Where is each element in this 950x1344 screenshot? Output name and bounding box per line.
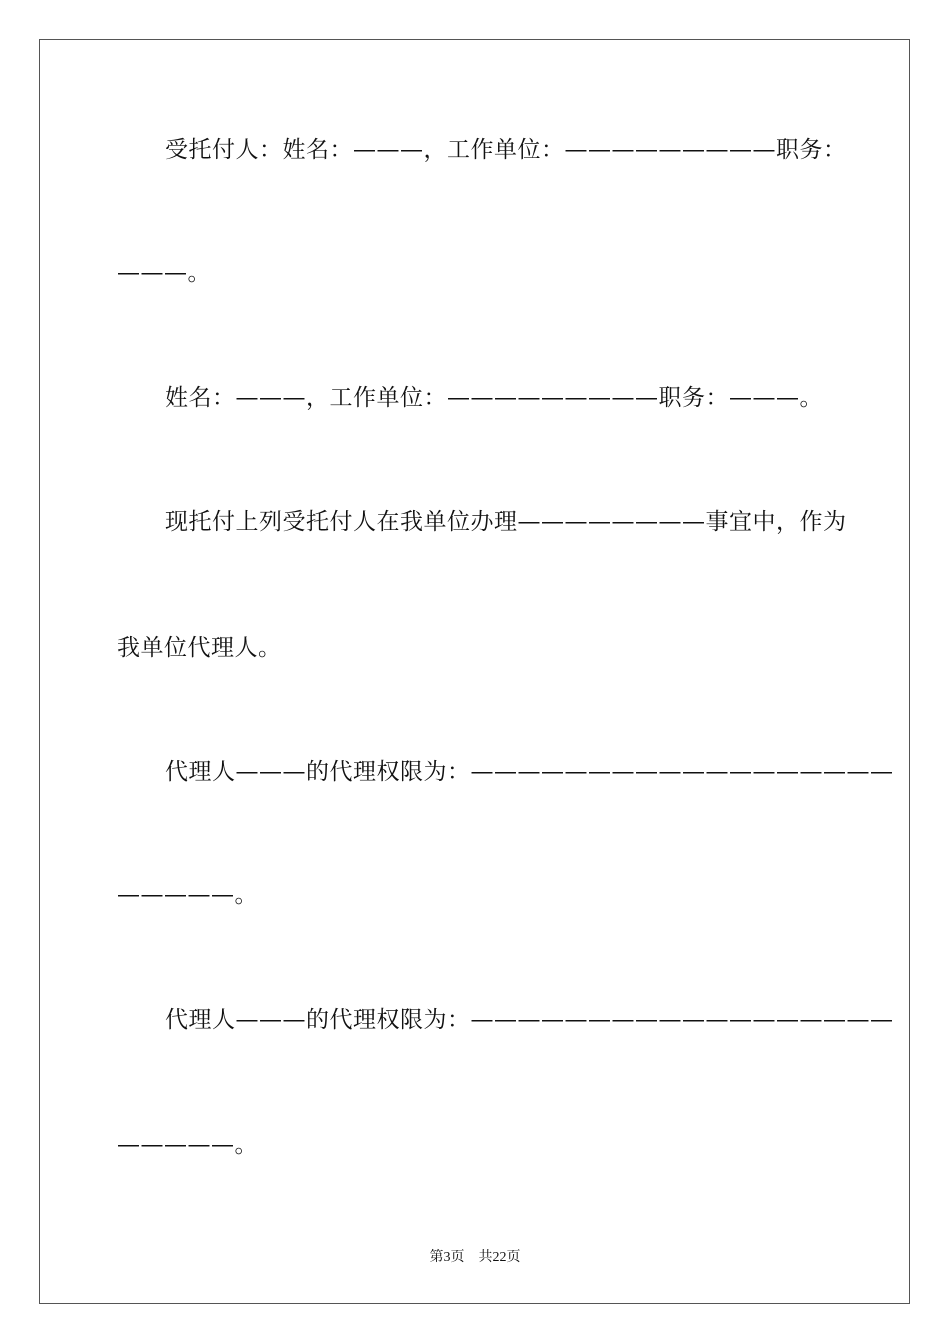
paragraph-authorization-continued: 我单位代理人。 bbox=[117, 635, 282, 661]
paragraph-agent-authority-1-continued: —————。 bbox=[117, 882, 258, 908]
paragraph-agent-authority-2-continued: —————。 bbox=[117, 1132, 258, 1158]
page-frame bbox=[39, 39, 910, 1304]
paragraph-trustee-line-continued: ———。 bbox=[117, 260, 211, 286]
paragraph-agent-authority-2: 代理人———的代理权限为：—————————————————— bbox=[165, 1007, 894, 1033]
page-total: 共22页 bbox=[478, 1250, 521, 1265]
page-number: 第3页 bbox=[429, 1250, 465, 1265]
paragraph-trustee-line: 受托付人：姓名：———，工作单位：—————————职务： bbox=[165, 137, 847, 163]
page-footer bbox=[0, 1248, 950, 1268]
paragraph-agent-authority-1: 代理人———的代理权限为：—————————————————— bbox=[165, 759, 894, 785]
paragraph-second-trustee: 姓名：———，工作单位：—————————职务：———。 bbox=[165, 385, 823, 411]
paragraph-authorization: 现托付上列受托付人在我单位办理————————事宜中，作为 bbox=[165, 509, 847, 535]
